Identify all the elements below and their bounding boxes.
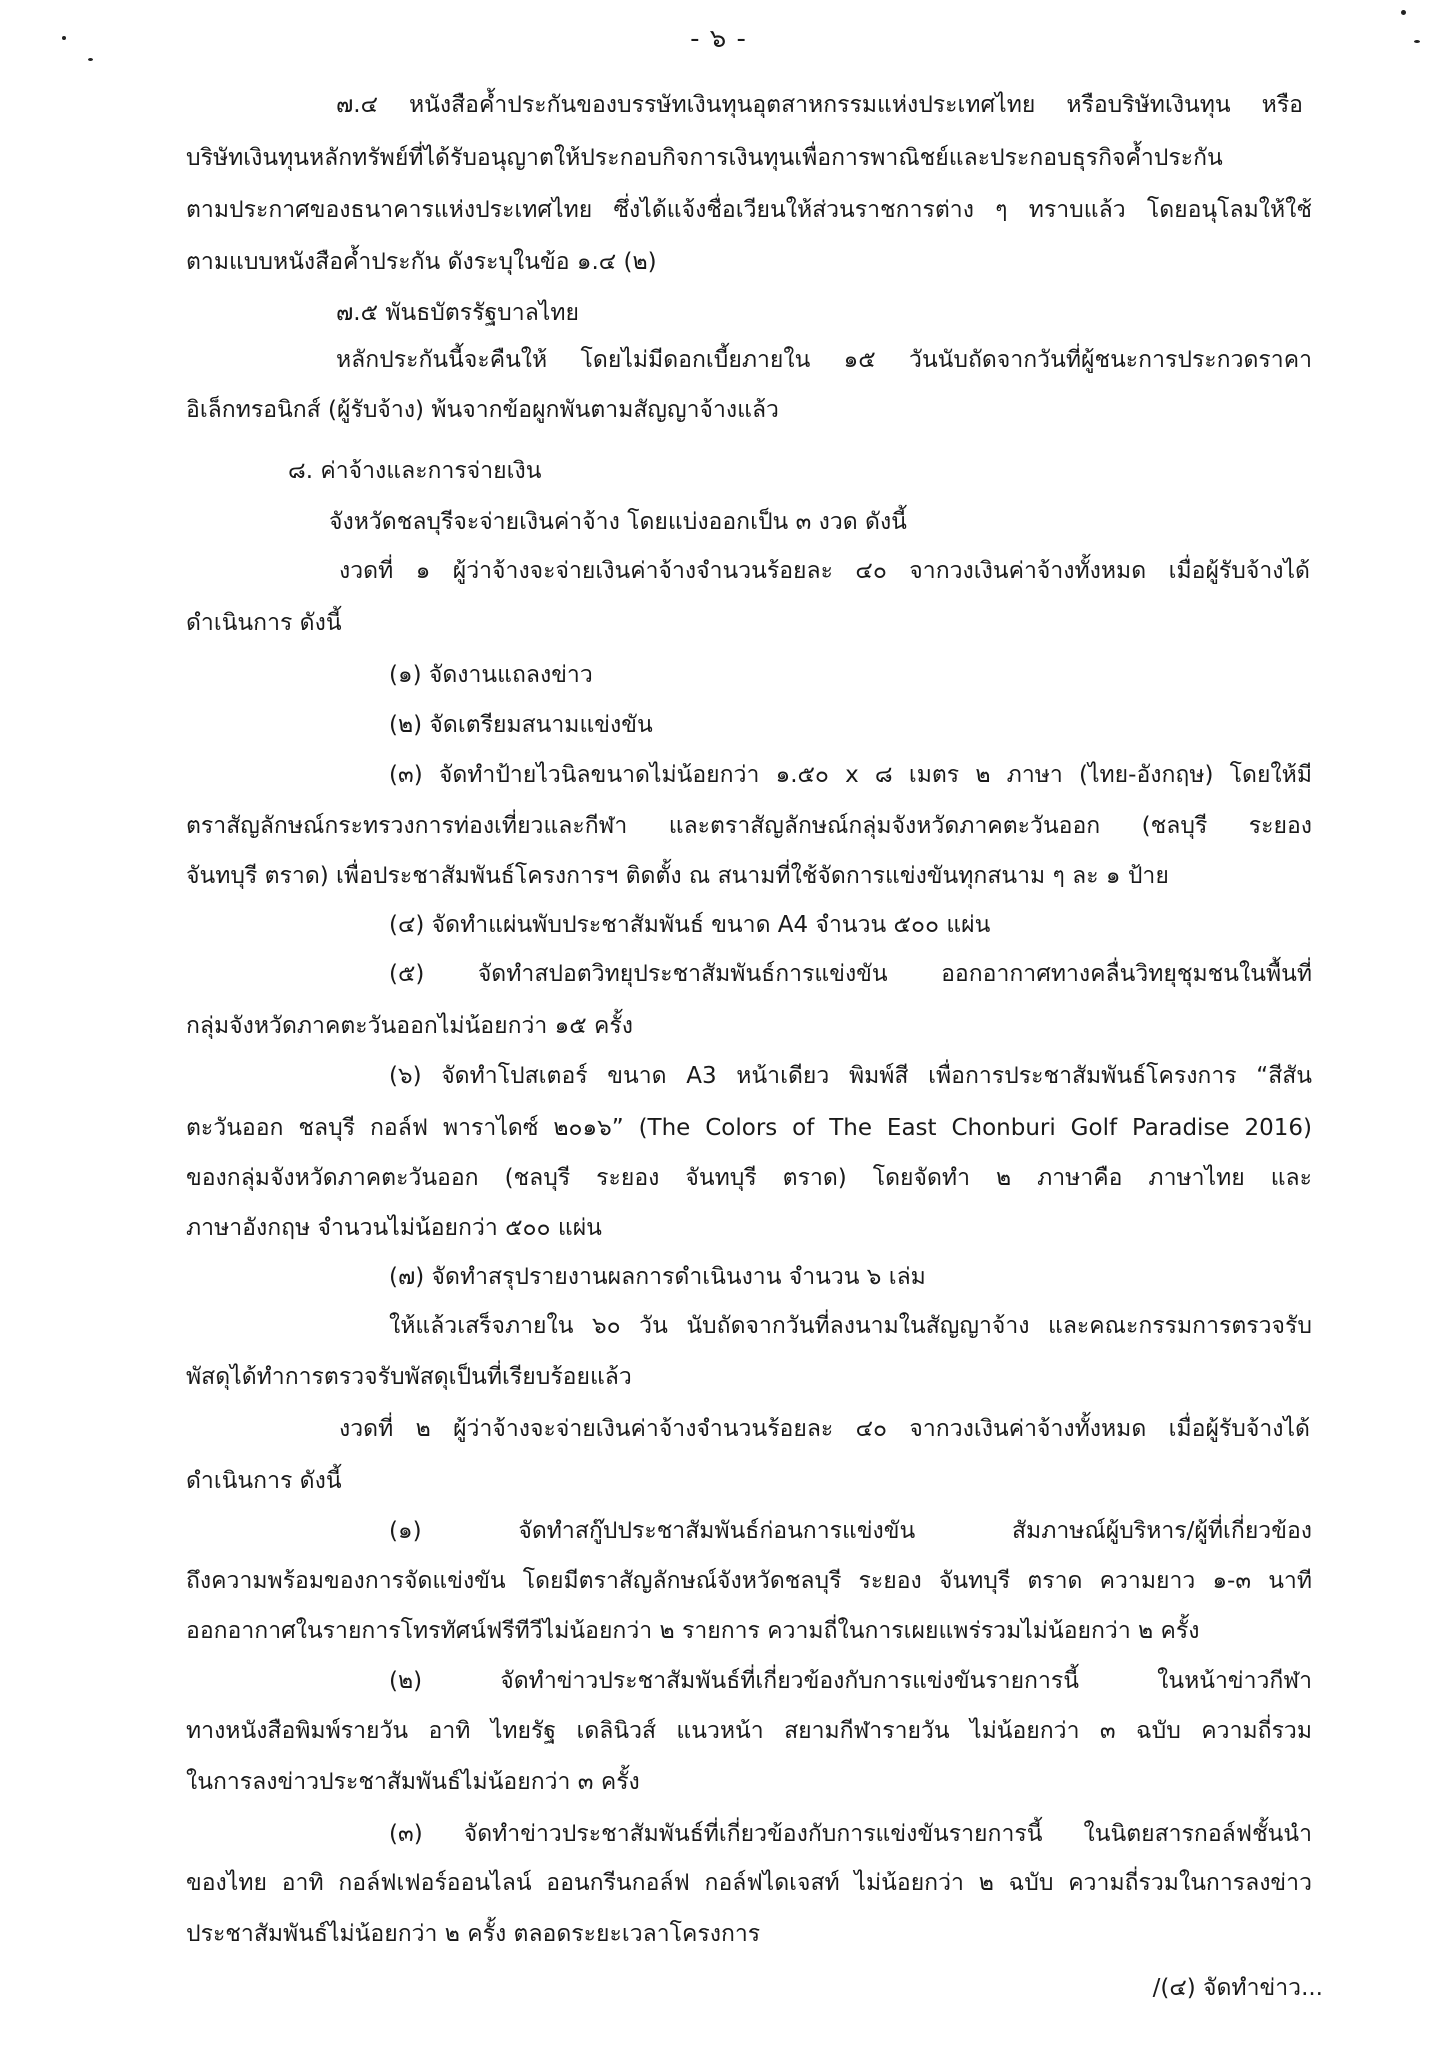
list-item: (๗) จัดทำสรุปรายงานผลการดำเนินงาน จำนวน ๖ เล่ม (389, 1264, 926, 1290)
section-heading: ๘. ค่าจ้างและการจ่ายเงิน (288, 458, 542, 484)
list-item: (๕) จัดทำสปอตวิทยุประชาสัมพันธ์การแข่งขัน ออกอากาศทางคลื่นวิทยุชุมชนในพื้นที่ (389, 961, 1312, 987)
scan-speck (1414, 40, 1420, 43)
text-line: ตามประกาศของธนาคารแห่งประเทศไทย ซึ่งได้แจ้งชื่อเวียนให้ส่วนราชการต่าง ๆ ทราบแล้ว โดยอนุโลมให้ใช้ (186, 197, 1312, 223)
list-item: (๓) จัดทำป้ายไวนิลขนาดไม่น้อยกว่า ๑.๕๐ x ๘ เมตร ๒ ภาษา (ไทย-อังกฤษ) โดยให้มี (389, 762, 1312, 788)
text-line: บริษัทเงินทุนหลักทรัพย์ที่ได้รับอนุญาตให้ประกอบกิจการเงินทุนเพื่อการพาณิชย์และประกอบธุรกิจค้ำประกัน (186, 145, 1223, 171)
page-number: - ๖ - (690, 24, 747, 54)
list-item: (๔) จัดทำแผ่นพับประชาสัมพันธ์ ขนาด A4 จำนวน ๕๐๐ แผ่น (389, 912, 991, 938)
text-line: หลักประกันนี้จะคืนให้ โดยไม่มีดอกเบี้ยภายใน ๑๕ วันนับถัดจากวันที่ผู้ชนะการประกวดราคา (336, 347, 1312, 373)
scan-speck (62, 36, 66, 40)
text-line: ภาษาอังกฤษ จำนวนไม่น้อยกว่า ๕๐๐ แผ่น (186, 1215, 602, 1241)
text-line: อิเล็กทรอนิกส์ (ผู้รับจ้าง) พ้นจากข้อผูกพันตามสัญญาจ้างแล้ว (186, 397, 779, 423)
text-line: ของไทย อาทิ กอล์ฟเฟอร์ออนไลน์ ออนกรีนกอล์ฟ กอล์ฟไดเจสท์ ไม่น้อยกว่า ๒ ฉบับ ความถี่รวมในการลงข่าว (186, 1870, 1312, 1896)
text-line: จันทบุรี ตราด) เพื่อประชาสัมพันธ์โครงการฯ ติดตั้ง ณ สนามที่ใช้จัดการแข่งขันทุกสนาม ๆ ละ ๑ ป้าย (186, 863, 1169, 889)
text-line: ในการลงข่าวประชาสัมพันธ์ไม่น้อยกว่า ๓ ครั้ง (186, 1769, 640, 1795)
text-line: ตะวันออก ชลบุรี กอล์ฟ พาราไดซ์ ๒๐๑๖” (The Colors of The East Chonburi Golf Paradise 2016) (186, 1115, 1312, 1141)
list-item: (๖) จัดทำโปสเตอร์ ขนาด A3 หน้าเดียว พิมพ์สี เพื่อการประชาสัมพันธ์โครงการ “สีสัน (389, 1063, 1312, 1089)
list-item: (๒) จัดเตรียมสนามแข่งขัน (389, 712, 653, 738)
text-line: ทางหนังสือพิมพ์รายวัน อาทิ ไทยรัฐ เดลินิวส์ แนวหน้า สยามกีฬารายวัน ไม่น้อยกว่า ๓ ฉบับ ความถี่รวม (186, 1718, 1312, 1744)
list-item: (๓) จัดทำข่าวประชาสัมพันธ์ที่เกี่ยวข้องกับการแข่งขันรายการนี้ ในนิตยสารกอล์ฟชั้นนำ (389, 1821, 1312, 1847)
text-line: ๗.๔ หนังสือค้ำประกันของบรรษัทเงินทุนอุตสาหกรรมแห่งประเทศไทย หรือบริษัทเงินทุน หรือ (336, 92, 1303, 118)
text-line: พัสดุได้ทำการตรวจรับพัสดุเป็นที่เรียบร้อยแล้ว (186, 1364, 632, 1390)
text-line: ตามแบบหนังสือค้ำประกัน ดังระบุในข้อ ๑.๔ (๒) (186, 249, 657, 275)
text-line: ของกลุ่มจังหวัดภาคตะวันออก (ชลบุรี ระยอง จันทบุรี ตราด) โดยจัดทำ ๒ ภาษาคือ ภาษาไทย และ (186, 1165, 1312, 1191)
text-line: ถึงความพร้อมของการจัดแข่งขัน โดยมีตราสัญลักษณ์จังหวัดชลบุรี ระยอง จันทบุรี ตราด ความยาว ๑-๓ นาที (186, 1568, 1312, 1594)
list-item: (๒) จัดทำข่าวประชาสัมพันธ์ที่เกี่ยวข้องกับการแข่งขันรายการนี้ ในหน้าข่าวกีฬา (389, 1668, 1312, 1694)
text-line: ๗.๕ พันธบัตรรัฐบาลไทย (336, 300, 579, 326)
text-line: จังหวัดชลบุรีจะจ่ายเงินค่าจ้าง โดยแบ่งออกเป็น ๓ งวด ดังนี้ (329, 509, 907, 535)
text-line: ดำเนินการ ดังนี้ (186, 610, 342, 636)
text-line: งวดที่ ๑ ผู้ว่าจ้างจะจ่ายเงินค่าจ้างจำนวนร้อยละ ๔๐ จากวงเงินค่าจ้างทั้งหมด เมื่อผู้รับจ้างได้ (339, 558, 1310, 584)
scan-speck (1401, 10, 1406, 15)
text-line: งวดที่ ๒ ผู้ว่าจ้างจะจ่ายเงินค่าจ้างจำนวนร้อยละ ๔๐ จากวงเงินค่าจ้างทั้งหมด เมื่อผู้รับจ้างได้ (339, 1416, 1310, 1442)
text-line: ประชาสัมพันธ์ไม่น้อยกว่า ๒ ครั้ง ตลอดระยะเวลาโครงการ (186, 1921, 761, 1947)
text-line: กลุ่มจังหวัดภาคตะวันออกไม่น้อยกว่า ๑๕ ครั้ง (186, 1013, 633, 1039)
list-item: (๑) จัดงานแถลงข่าว (389, 662, 593, 688)
text-line: ดำเนินการ ดังนี้ (186, 1468, 342, 1494)
text-line: ให้แล้วเสร็จภายใน ๖๐ วัน นับถัดจากวันที่ลงนามในสัญญาจ้าง และคณะกรรมการตรวจรับ (389, 1313, 1312, 1339)
next-page-marker: /(๔) จัดทำข่าว... (1152, 1975, 1323, 2001)
list-item: (๑) จัดทำสกู๊ปประชาสัมพันธ์ก่อนการแข่งขัน สัมภาษณ์ผู้บริหาร/ผู้ที่เกี่ยวข้อง (389, 1518, 1312, 1544)
text-line: ตราสัญลักษณ์กระทรวงการท่องเที่ยวและกีฬา และตราสัญลักษณ์กลุ่มจังหวัดภาคตะวันออก (ชลบุรี ระยอง (186, 813, 1312, 839)
text-line: ออกอากาศในรายการโทรทัศน์ฟรีทีวีไม่น้อยกว่า ๒ รายการ ความถี่ในการเผยแพร่รวมไม่น้อยกว่า ๒ ครั้ง (186, 1618, 1200, 1644)
scan-speck (88, 58, 93, 61)
